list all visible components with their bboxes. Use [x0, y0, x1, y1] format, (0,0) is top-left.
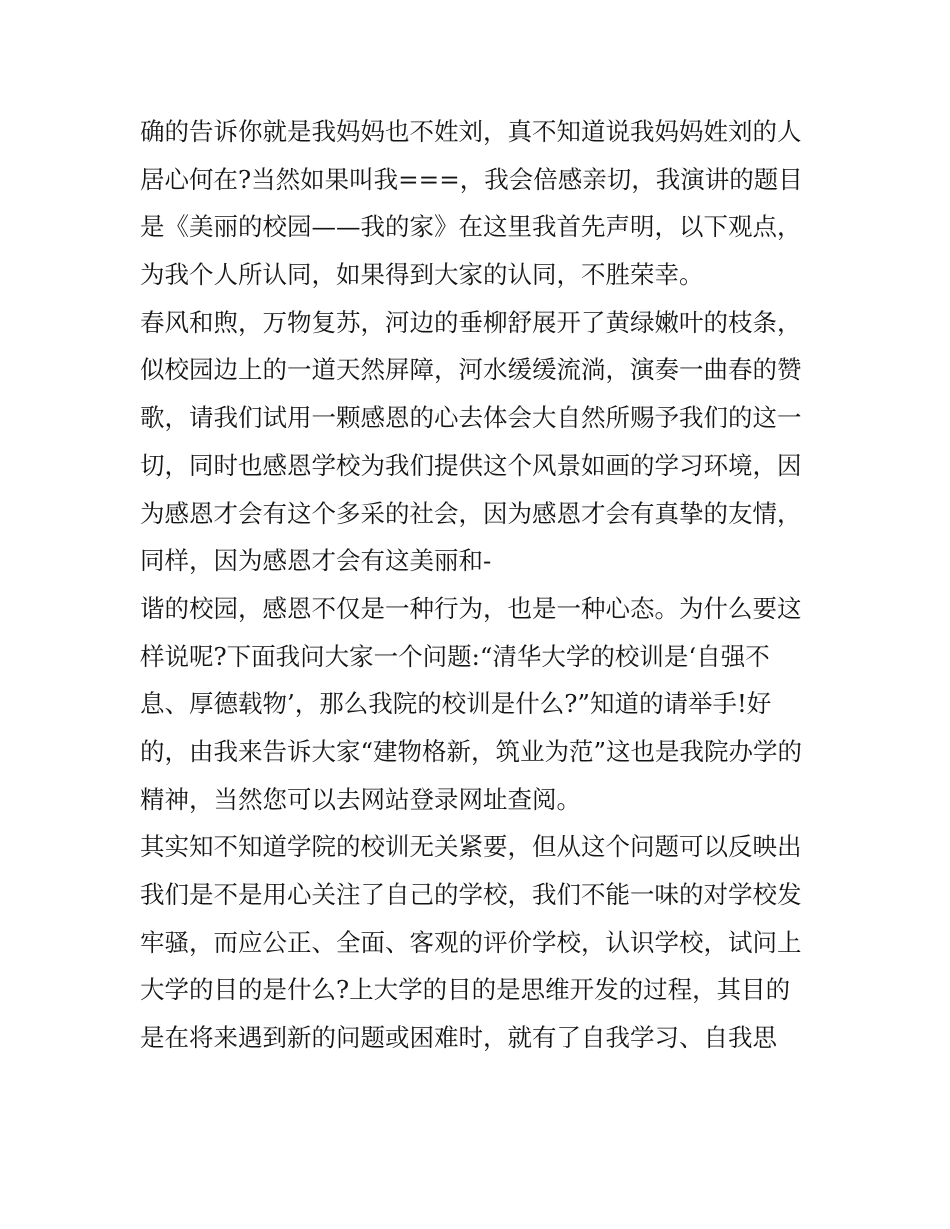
text-line: 我们是不是用心关注了自己的学校，我们不能一味的对学校发 [140, 880, 802, 909]
text-line: 牢骚，而应公正、全面、客观的评价学校，认识学校，试问上 [140, 927, 802, 957]
text-line: 息、厚德载物’，那么我院的校训是什么?”知道的请举手!好 [140, 689, 772, 719]
text-line: 切，同时也感恩学校为我们提供这个风景如画的学习环境，因 [140, 450, 802, 480]
text-line: 为感恩才会有这个多采的社会，因为感恩才会有真挚的友情， [140, 498, 802, 528]
text-line: 为我个人所认同，如果得到大家的认同，不胜荣幸。 [140, 260, 704, 290]
text-line: 同样，因为感恩才会有这美丽和- [140, 546, 492, 576]
text-line: 的，由我来告诉大家“建物格新，筑业为范”这也是我院办学的 [140, 736, 803, 766]
text-line: 居心何在?当然如果叫我===，我会倍感亲切，我演讲的题目 [140, 164, 803, 194]
text-line: 样说呢?下面我问大家一个问题:“清华大学的校训是‘自强不 [140, 641, 770, 671]
text-line: 精神，当然您可以去网站登录网址查阅。 [140, 784, 581, 814]
body-text [140, 108, 820, 1062]
text-line: 是在将来遇到新的问题或困难时，就有了自我学习、自我思 [140, 1023, 777, 1053]
text-line: 是《美丽的校园——我的家》在这里我首先声明，以下观点， [140, 212, 802, 242]
text-line: 似校园边上的一道天然屏障，河水缓缓流淌，演奏一曲春的赞 [140, 355, 802, 385]
text-line: 确的告诉你就是我妈妈也不姓刘，真不知道说我妈妈姓刘的人 [140, 117, 802, 146]
text-line: 其实知不知道学院的校训无关紧要，但从这个问题可以反映出 [140, 832, 802, 862]
text-line: 歌，请我们试用一颗感恩的心去体会大自然所赐予我们的这一 [140, 403, 802, 433]
text-line: 春风和煦，万物复苏，河边的垂柳舒展开了黄绿嫩叶的枝条， [140, 307, 802, 337]
text-line: 谐的校园，感恩不仅是一种行为，也是一种心态。为什么要这 [140, 593, 802, 623]
text-line: 大学的目的是什么?上大学的目的是思维开发的过程，其目的 [140, 975, 791, 1005]
